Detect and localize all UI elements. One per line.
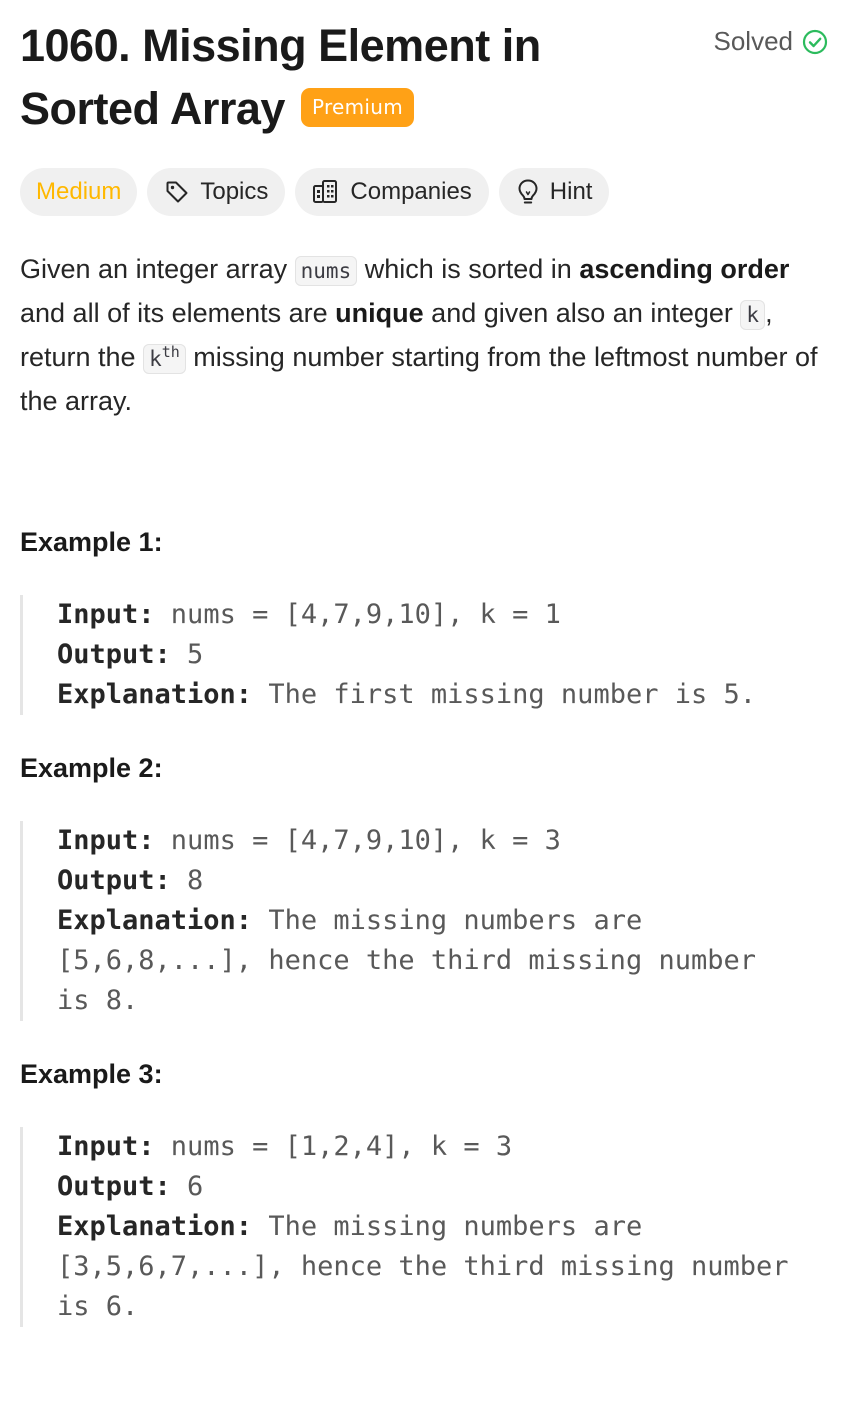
hint-button[interactable] [499,168,610,216]
example-input-line [57,595,830,635]
companies-button[interactable] [295,168,488,216]
example-3-title: Example 3: [20,1059,163,1089]
output-label: Output: [57,639,171,670]
lightbulb-icon [516,178,540,206]
desc-text: and all of its elements are [20,298,336,328]
example-2-title: Example 2: [20,753,163,783]
topics-label: Topics [200,178,269,205]
explanation-text: The first missing number is 5. [252,679,756,710]
problem-title [20,14,660,140]
bold-unique: unique [335,298,424,328]
input-label: Input: [57,599,155,630]
output-label: Output: [57,1171,171,1202]
example-output-line [57,861,830,901]
desc-text: missing number starting from the leftmost number of the array. [20,342,818,416]
problem-header [20,14,836,140]
problem-description [20,248,820,422]
input-value: nums = [4,7,9,10], k = 1 [154,599,561,630]
solved-label: Solved [713,26,793,56]
input-label: Input: [57,1131,155,1162]
input-label: Input: [57,825,155,856]
tag-row [20,168,609,216]
input-value: nums = [1,2,4], k = 3 [154,1131,513,1162]
inline-code-kth [143,344,186,374]
example-output-line [57,1167,830,1207]
desc-text: and given also an integer [423,298,741,328]
desc-text: , return the [20,298,773,372]
example-input-line [57,821,830,861]
example-explanation-line [57,675,830,715]
kth-sup: th [161,343,180,361]
explanation-label: Explanation: [57,1211,253,1242]
inline-code-nums: nums [295,256,358,286]
topics-button[interactable] [147,168,285,216]
output-value: 5 [170,639,204,670]
inline-code-k: k [740,300,765,330]
example-explanation-line: is 6. [57,1291,139,1322]
output-value: 8 [170,865,204,896]
check-circle-icon [802,29,828,55]
example-3-block [20,1127,830,1327]
example-explanation-line [57,1207,830,1247]
difficulty-badge [20,168,137,216]
tag-icon [164,179,190,205]
solved-status [714,26,829,57]
problem-title-text: 1060. Missing Element in Sorted Array [20,20,541,134]
companies-label: Companies [350,178,472,205]
explanation-text: The missing numbers are [252,905,643,936]
explanation-label: Explanation: [57,905,253,936]
example-1-title: Example 1: [20,527,163,557]
explanation-text: The missing numbers are [252,1211,643,1242]
example-1-block [20,595,830,715]
desc-text: Given an integer array [20,254,295,284]
example-2-block [20,821,830,1021]
premium-badge[interactable]: Premium [301,88,414,127]
hint-label: Hint [549,178,593,205]
output-label: Output: [57,865,171,896]
explanation-label: Explanation: [57,679,253,710]
example-input-line [57,1127,830,1167]
example-explanation-line: is 8. [57,985,139,1016]
example-explanation-line: [3,5,6,7,...], hence the third missing number [57,1251,789,1282]
example-output-line [57,635,830,675]
bold-ascending-order: ascending order [579,254,790,284]
desc-text: which is sorted in [357,254,580,284]
example-explanation-line [57,901,830,941]
output-value: 6 [170,1171,204,1202]
building-icon [312,179,340,205]
difficulty-label: Medium [36,178,122,205]
input-value: nums = [4,7,9,10], k = 3 [154,825,561,856]
kth-base: k [149,347,162,371]
example-explanation-line: [5,6,8,...], hence the third missing number [57,945,756,976]
